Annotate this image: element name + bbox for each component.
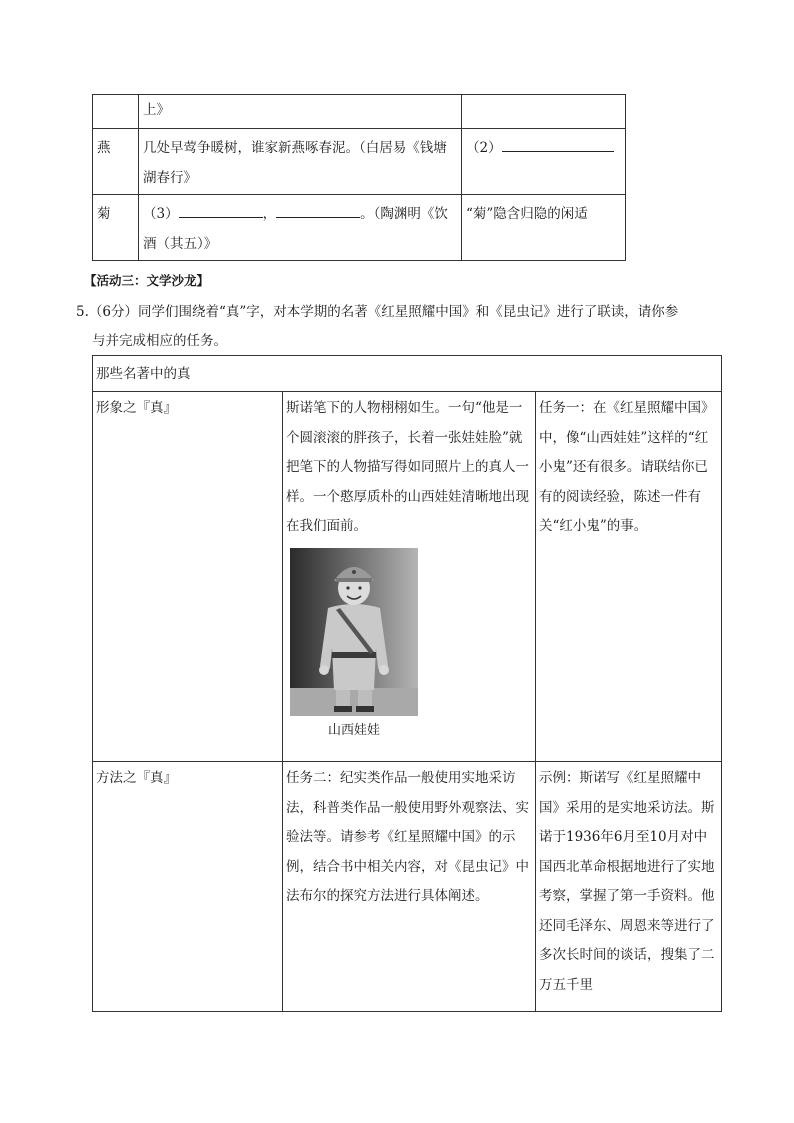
- table-cell: 几处早莺争暖树，谁家新燕啄春泥。（白居易《钱塘湖春行》: [139, 129, 462, 195]
- table-cell: [283, 392, 536, 762]
- table-cell: 任务二：纪实类作品一般使用实地采访法，科普类作品一般使用野外观察法、实验法等。请参考《红星照耀中国》的示例，结合书中相关内容，对《昆虫记》中法布尔的探究方法进行具体阐述。: [283, 762, 536, 1012]
- table-row: [93, 762, 722, 1012]
- answer-blank[interactable]: [276, 203, 360, 218]
- table-cell: 菊: [93, 195, 139, 261]
- table-cell: [462, 129, 626, 195]
- answer-label: （3）: [143, 206, 179, 222]
- question-line: 5.（6分）同学们围绕着“真”字，对本学期的名著《红星照耀中国》和《昆虫记》进行了联读，请你参: [76, 304, 679, 320]
- table-cell: 燕: [93, 129, 139, 195]
- answer-blank[interactable]: [502, 137, 614, 152]
- activity-heading: 【活动三：文学沙龙】: [84, 273, 210, 288]
- question-line: 与并完成相应的任务。: [92, 333, 227, 349]
- source-text: 。（陶渊明《饮酒（其五）》: [143, 206, 448, 252]
- table-cell: [462, 95, 626, 129]
- table-cell: 方法之『真』: [93, 762, 283, 1012]
- photo-block: [288, 548, 532, 742]
- answer-label: （2）: [466, 140, 502, 156]
- shanxi-child-photo: [290, 548, 418, 716]
- table-cell: 任务一：在《红星照耀中国》中，像“山西娃娃”这样的“红小鬼”还有很多。请联结你已有的阅读经验，陈述一件有关“红小鬼”的事。: [536, 392, 722, 762]
- table-cell: 上》: [139, 95, 462, 129]
- table-cell: [93, 95, 139, 129]
- question-5: [76, 298, 724, 356]
- poetry-table: [92, 94, 626, 261]
- table-cell: 示例：斯诺写《红星照耀中国》采用的是实地采访法。斯诺于1936年6月至10月对中国西北革命根据地进行了实地考察，掌握了第一手资料。他还同毛泽东、周恩来等进行了多次长时间的谈话，搜集了二万五千里: [536, 762, 722, 1012]
- photo-caption: 山西娃娃: [327, 722, 380, 738]
- table-cell: 形象之『真』: [93, 392, 283, 762]
- table-row: [93, 392, 722, 762]
- table-row: [93, 129, 626, 195]
- table-cell: [139, 195, 462, 261]
- passage-text: 斯诺笔下的人物栩栩如生。一句“他是一个圆滚滚的胖孩子，长着一张娃娃脸”就把笔下的人物描写得如同照片上的真人一样。一个憨厚质朴的山西娃娃清晰地出现在我们面前。: [286, 400, 529, 534]
- separator-text: ，: [262, 206, 277, 222]
- answer-blank[interactable]: [179, 203, 263, 218]
- table-cell: “菊”隐含归隐的闲适: [462, 195, 626, 261]
- table-row: [93, 95, 626, 129]
- reading-task-table: [92, 355, 722, 1012]
- table-row: [93, 195, 626, 261]
- table-header-cell: 那些名著中的真: [93, 356, 722, 392]
- table-header-row: [93, 356, 722, 392]
